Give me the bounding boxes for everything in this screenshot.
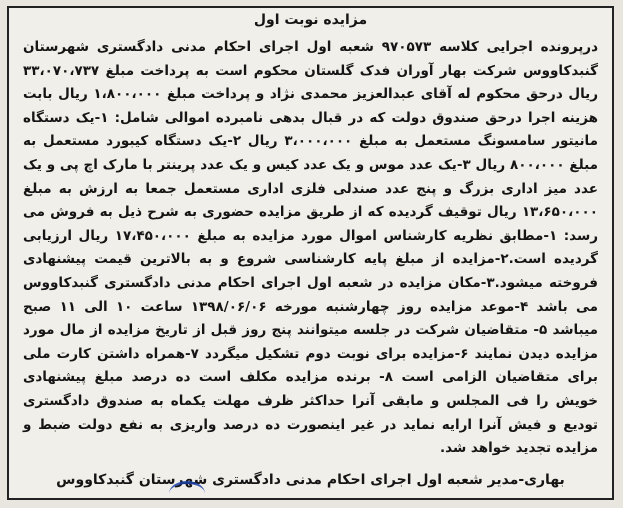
- notice-signature: بهاری-مدیر شعبه اول اجرای احکام مدنی دادگستری شهرستان گنبدکاووس: [56, 472, 565, 488]
- notice-body: درپرونده اجرایی کلاسه ۹۷۰۵۷۳ شعبه اول اجرای احکام مدنی دادگستری شهرستان گنبدکاووس شرکت بهار آوران فدک گلستان محکوم است به پرداخت مبلغ ۳۳،۰۷۰،۷۳۷ ریال درحق محکوم له آقای عبدالعزیز محمدی نژاد و پرداخت مبلغ ۱،۸۰۰،۰۰۰ ریال بابت هزینه اجرا درحق صندوق دولت که در قبال بدهی نامبرده اموالی شامل: ۱-یک دستگاه مانیتور سامسونگ مستعمل به مبلغ ۳،۰۰۰،۰۰۰ ریال ۲-یک دستگاه کیبورد مستعمل به مبلغ ۸۰۰،۰۰۰ ریال ۳-یک عدد موس و یک عدد کیس و یک عدد پرینتر با مارک اچ پی و یک عدد میز اداری بزرگ و پنج عدد صندلی فلزی اداری مستعمل جمعا به ارزش به مبلغ ۱۳،۶۵۰،۰۰۰ ریال توقیف گردیده که از طریق مزایده حضوری به شرح ذیل به فروش می رسد: ۱-مطابق نظریه کارشناس اموال مورد مزایده به مبلغ ۱۷،۴۵۰،۰۰۰ ریال ارزیابی گردیده است.۲-مزایده از مبلغ پایه کارشناسی شروع و به بالاترین قیمت پیشنهادی فروخته میشود.۳-مکان مزایده در شعبه اول اجرای احکام مدنی دادگستری گنبدکاووس می باشد ۴-موعد مزایده روز چهارشنبه مورخه ۱۳۹۸/۰۶/۰۶ ساعت ۱۰ الی ۱۱ صبح میباشد ۵- متقاضیان شرکت در جلسه میتوانند پنج روز قبل از تاریخ مزایده از مال مورد مزایده دیدن نمایند ۶-مزایده برای نوبت دوم تشکیل میگردد ۷-همراه داشتن کارت ملی برای متقاضیان الزامی است ۸- برنده مزایده مکلف است ده درصد مبلغ پیشنهادی خویش را فی المجلس و مابقی آنرا حداکثر ظرف مهلت یکماه به صندوق دادگستری تودیع و فیش آنرا ارایه نماید در غیر اینصورت ده درصد واریزی به نفع دولت ضبط و مزایده تجدید خواهد شد.: [23, 39, 599, 457]
- notice-title: مزایده نوبت اول: [253, 12, 368, 28]
- ink-mark: [169, 481, 205, 506]
- auction-notice: [7, 6, 614, 500]
